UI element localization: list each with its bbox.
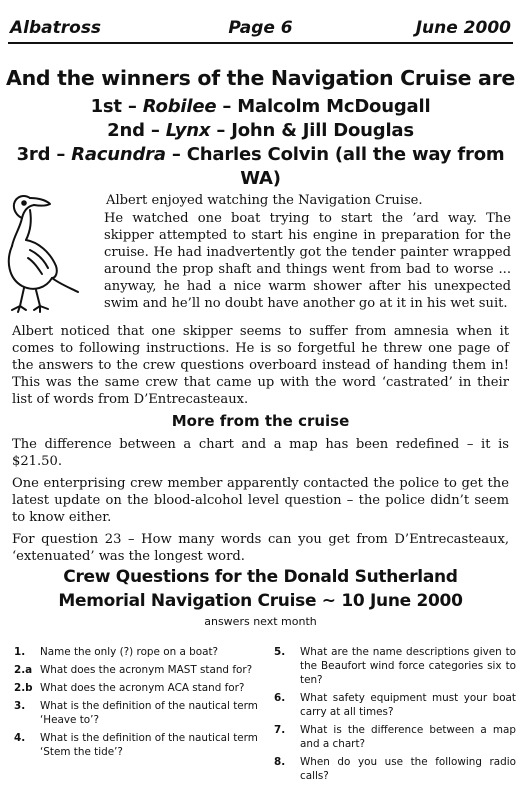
question-number: 3. [14, 700, 26, 712]
publication-name: Albatross [10, 18, 102, 38]
question-text: What does the acronym ACA stand for? [40, 682, 245, 694]
winners-title: And the winners of the Navigation Cruise are [6, 66, 515, 90]
winner-skipper: Charles Colvin (all the way from WA) [186, 144, 505, 189]
question-number: 2.b [14, 682, 33, 694]
page-header [8, 14, 513, 44]
question-text: What does the acronym MAST stand for? [40, 664, 253, 676]
winner-separator: – [165, 144, 187, 165]
question-item [12, 731, 262, 759]
cruise-paragraph-2: One enterprising crew member apparently contacted the police to get the latest update on the blood-alcohol level question – the police didn’t seem to know either. [12, 476, 509, 525]
winner-first [0, 95, 521, 119]
cruise-paragraph-3: For question 23 – How many words can you get from D’Entrecasteaux, ‘extenuated’ was the longest word. [12, 532, 509, 564]
issue-date: June 2000 [415, 18, 511, 38]
question-item [272, 645, 516, 687]
question-item [12, 663, 262, 677]
question-text: What is the definition of the nautical term ‘Heave to’? [40, 700, 258, 726]
cruise-paragraph-1: The difference between a chart and a map has been redefined – it is $21.50. [12, 437, 509, 469]
crew-title-line-1: Crew Questions for the Donald Sutherland [63, 567, 458, 587]
more-from-cruise-section [12, 436, 509, 570]
question-item [272, 755, 516, 783]
question-number: 2.a [14, 664, 33, 676]
questions-left-column [12, 645, 262, 763]
winner-separator: – [216, 96, 238, 117]
crew-title-line-2: Memorial Navigation Cruise ~ 10 June 2000 [58, 591, 463, 611]
question-number: 4. [14, 732, 26, 744]
question-item [12, 681, 262, 695]
albert-paragraph-1: Albert enjoyed watching the Navigation Cruise. [106, 193, 423, 208]
question-item [272, 691, 516, 719]
question-number: 1. [14, 646, 26, 658]
winner-skipper: Malcolm McDougall [237, 96, 431, 117]
winner-place: 3rd – [16, 144, 72, 165]
winner-place: 2nd – [107, 120, 166, 141]
albatross-cartoon-icon [0, 188, 102, 316]
question-number: 7. [274, 724, 286, 736]
question-text: What is the difference between a map and a chart? [300, 724, 516, 750]
question-text: Name the only (?) rope on a boat? [40, 646, 219, 658]
question-item [12, 699, 262, 727]
more-from-cruise-heading: More from the cruise [171, 412, 350, 430]
winner-boat: Racundra [71, 144, 166, 165]
question-text: What are the name descriptions given to the Beaufort wind force categories six to ten? [300, 646, 516, 686]
questions-right-column [272, 645, 516, 787]
question-text: What is the definition of the nautical term ‘Stem the tide’? [40, 732, 258, 758]
winner-skipper: John & Jill Douglas [231, 120, 414, 141]
winner-boat: Robilee [142, 96, 217, 117]
question-number: 5. [274, 646, 286, 658]
answers-note: answers next month [204, 615, 317, 628]
page-number: Page 6 [228, 18, 293, 38]
question-number: 6. [274, 692, 286, 704]
question-number: 8. [274, 756, 286, 768]
question-item [272, 723, 516, 751]
winner-third [0, 143, 521, 191]
winners-section [0, 66, 521, 191]
albert-paragraph-2: He watched one boat trying to start the ’ard way. The skipper attempted to start his engine in preparation for the cruise. He had inadvertently got the tender painter wrapped around the prop shaft and things went from bad to worse ... anyway, he had a nice warm shower after his unexpected swim and he’ll no doubt have another go at it in his wet suit. [104, 211, 511, 311]
winner-separator: – [210, 120, 232, 141]
question-text: What safety equipment must your boat carry at all times? [300, 692, 516, 718]
winner-boat: Lynx [165, 120, 211, 141]
crew-questions-title [0, 565, 521, 613]
question-item [12, 645, 262, 659]
question-text: When do you use the following radio calls? [300, 756, 516, 782]
winner-second [0, 119, 521, 143]
albert-paragraph-3: Albert noticed that one skipper seems to suffer from amnesia when it comes to following instructions. He is so forgetful he threw one page of the answers to the crew questions overboard instead of handing them in! This was the same crew that came up with the word ‘castrated’ in their list of words from D’Entrecasteaux. [12, 324, 509, 407]
winner-place: 1st – [90, 96, 143, 117]
